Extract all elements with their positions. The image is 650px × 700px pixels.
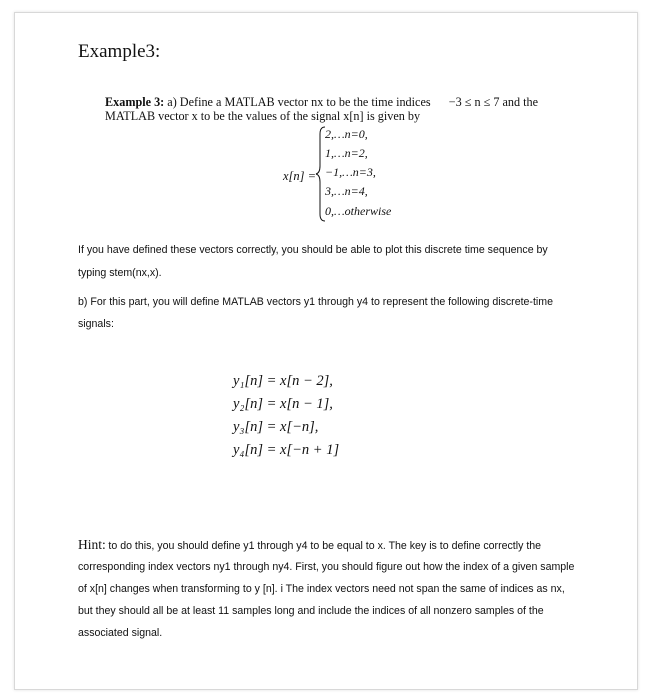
- paragraph2-line1: b) For this part, you will define MATLAB vectors y1 through y4 to represent the following discrete-time: [78, 296, 553, 308]
- example-line-2: MATLAB vector x to be the values of the signal x[n] is given by: [105, 109, 421, 123]
- case-n0: 2,…n=0,: [325, 127, 368, 141]
- paragraph2-line2: signals:: [78, 318, 114, 330]
- hint-line1: [78, 533, 541, 558]
- hint-line4: but they should all be at least 11 samples long and include the indices of all nonzero samples of the: [78, 605, 544, 617]
- paragraph1-line1: If you have defined these vectors correctly, you should be able to plot this discrete time sequence by: [78, 244, 548, 256]
- document-page: [14, 12, 638, 690]
- equation-y1: y₁[n] = x[n − 2],: [233, 373, 333, 389]
- page-title: Example3:: [78, 41, 161, 62]
- case-n2: 1,…n=2,: [325, 146, 368, 160]
- equation-y3: y₃[n] = x[−n],: [233, 419, 319, 435]
- example-line-end: and the: [502, 95, 539, 109]
- case-n4: 3,…n=4,: [325, 184, 368, 198]
- hint-line5: associated signal.: [78, 627, 163, 639]
- piecewise-lhs: x[n] =: [283, 169, 317, 183]
- example-line-1: [105, 95, 538, 110]
- hint-label: Hint:: [78, 537, 106, 552]
- case-n3: −1,…n=3,: [325, 165, 376, 179]
- hint-line3: of x[n] changes when transforming to y [n]. i The index vectors need not span the same of indices as nx,: [78, 583, 565, 595]
- case-otherwise: 0,…otherwise: [325, 204, 392, 218]
- equation-y2: y₂[n] = x[n − 1],: [233, 396, 333, 412]
- example-label: Example 3:: [105, 95, 165, 109]
- equation-y4: y₄[n] = x[−n + 1]: [233, 442, 340, 458]
- example-text: a) Define a MATLAB vector nx to be the time indices: [167, 95, 431, 109]
- index-range: −3 ≤ n ≤ 7: [448, 95, 500, 109]
- hint-text-1: to do this, you should define y1 through y4 to be equal to x. The key is to define correctly the: [108, 540, 542, 552]
- paragraph1-line2: typing stem(nx,x).: [78, 267, 162, 279]
- hint-line2: corresponding index vectors ny1 through ny4. First, you should figure out how the index of a given sample: [78, 561, 575, 573]
